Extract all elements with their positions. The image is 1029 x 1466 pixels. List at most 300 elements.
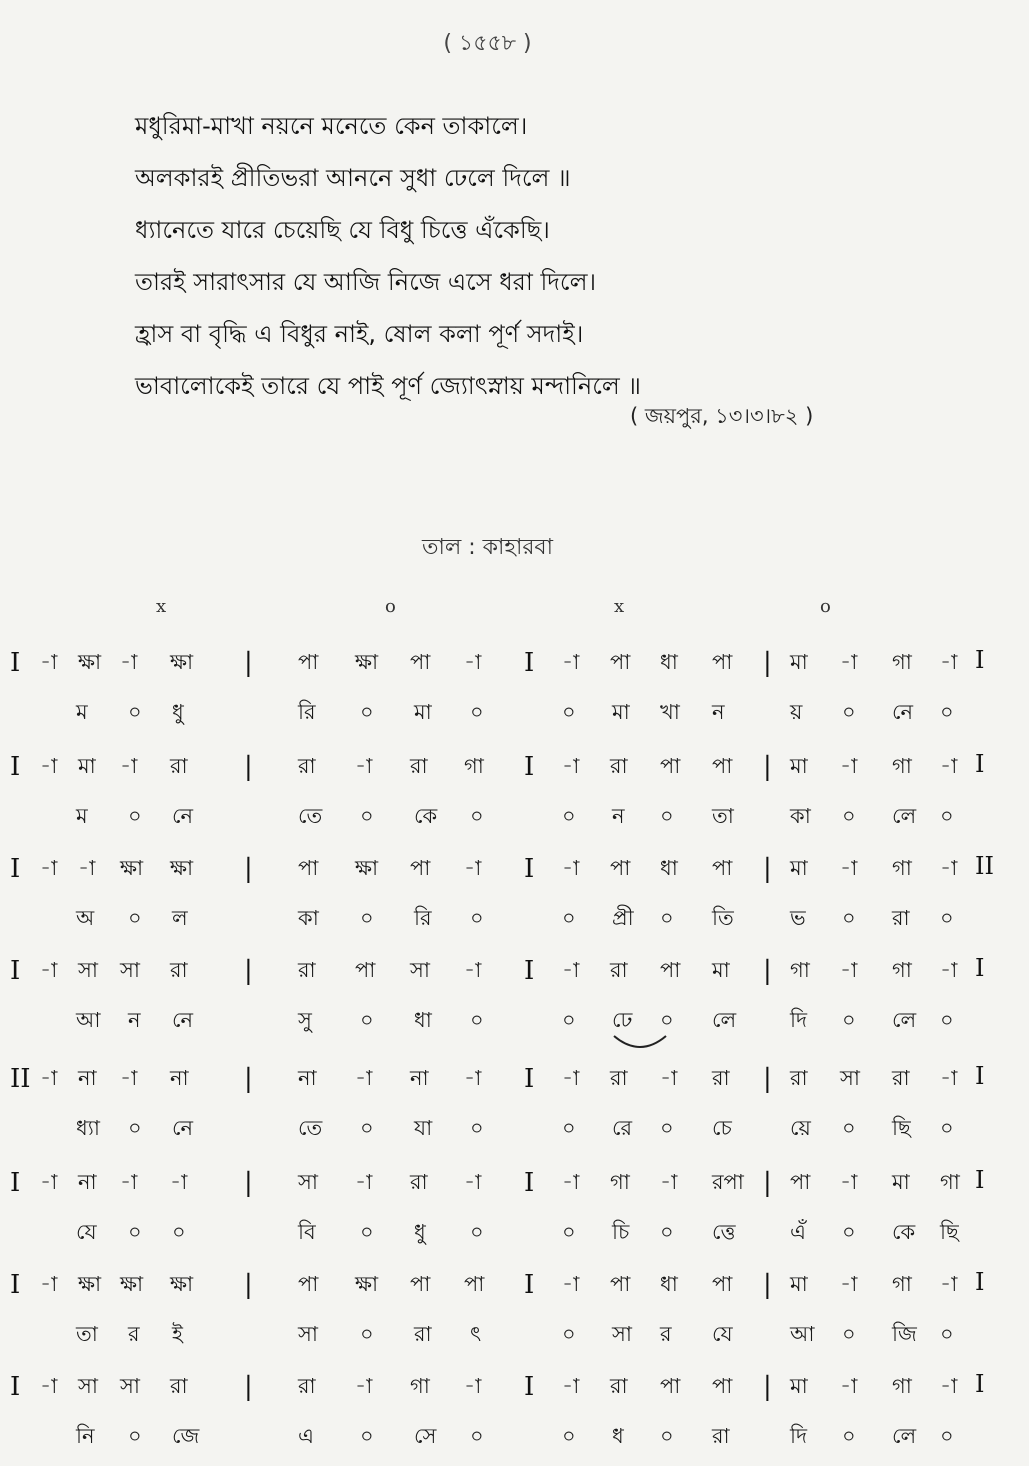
swara-note: -া	[170, 1170, 188, 1194]
lyric-syllable: ০	[562, 1424, 576, 1448]
lyric-syllable: ০	[128, 1116, 142, 1140]
swara-note: -া	[40, 856, 58, 880]
lyric-syllable: ত্তে	[712, 1220, 736, 1244]
swara-note: ধা	[660, 650, 678, 674]
lyric-syllable: অ	[76, 906, 95, 930]
lyric-syllable: নে	[172, 1008, 194, 1032]
swara-note: না	[78, 1066, 97, 1090]
lyric-syllable: লে	[712, 1008, 737, 1032]
lyric-syllable: জে	[172, 1424, 200, 1448]
swara-note: ক্ষা	[170, 650, 194, 674]
lyric-syllable: ০	[470, 804, 484, 828]
swara-note: সা	[410, 958, 430, 982]
swara-note: -া	[355, 1170, 373, 1194]
measure-bar: I	[524, 1168, 535, 1198]
lyric-syllable: সে	[414, 1424, 437, 1448]
lyric-syllable: তে	[298, 804, 323, 828]
swara-note: -া	[940, 1272, 958, 1296]
lyric-syllable: ০	[842, 1322, 856, 1346]
lyric-syllable: ০	[940, 1008, 954, 1032]
swara-note: রা	[170, 754, 188, 778]
swara-note: পা	[712, 1374, 733, 1398]
beat-marker-khali: o	[385, 596, 396, 617]
swara-note: গা	[892, 856, 912, 880]
swara-note: -া	[840, 958, 858, 982]
swara-note: সা	[120, 1374, 140, 1398]
row-end-bar: I	[975, 1370, 985, 1398]
lyric-syllable: ০	[940, 1322, 954, 1346]
swara-note: -া	[840, 1272, 858, 1296]
swara-note: পা	[298, 650, 319, 674]
measure-bar: |	[244, 1168, 253, 1198]
swara-note: রা	[610, 1066, 628, 1090]
measure-bar: I	[524, 648, 535, 678]
lyric-syllable: দি	[790, 1008, 808, 1032]
swara-note: পা	[712, 856, 733, 880]
lyric-syllable: রা	[712, 1424, 730, 1448]
lyric-syllable: ০	[172, 1220, 186, 1244]
row-end-bar: II	[975, 852, 994, 880]
swara-note: গা	[892, 650, 912, 674]
slur-mark	[610, 1032, 670, 1054]
lyric-syllable: ০	[360, 1322, 374, 1346]
swara-note: মা	[790, 1374, 808, 1398]
poem-line: অলকারই প্রীতিভরা আননে সুধা ঢেলে দিলে ॥	[135, 164, 571, 192]
swara-note: পা	[610, 856, 631, 880]
measure-bar: I	[524, 1064, 535, 1094]
lyric-syllable: ভ	[790, 906, 806, 930]
swara-note: সা	[298, 1170, 318, 1194]
swara-note: গা	[892, 1272, 912, 1296]
lyric-syllable: ম	[76, 804, 88, 828]
lyric-syllable: লে	[892, 1424, 917, 1448]
swara-note: রা	[298, 958, 316, 982]
swara-note: মা	[790, 650, 808, 674]
lyric-syllable: দি	[790, 1424, 808, 1448]
swara-note: -া	[40, 754, 58, 778]
row-start-bar: I	[10, 854, 21, 884]
lyric-syllable: এ	[298, 1424, 314, 1448]
swara-note: রা	[790, 1066, 808, 1090]
swara-note: -া	[40, 1272, 58, 1296]
lyric-syllable: ০	[842, 1220, 856, 1244]
swara-note: ক্ষা	[170, 856, 194, 880]
swara-note: -া	[940, 958, 958, 982]
measure-bar: |	[244, 1064, 253, 1094]
measure-bar: |	[763, 854, 772, 884]
swara-note: গা	[892, 958, 912, 982]
swara-note: মা	[78, 754, 96, 778]
row-start-bar: II	[10, 1064, 31, 1094]
swara-note: রা	[610, 1374, 628, 1398]
measure-bar: |	[244, 956, 253, 986]
swara-note: ক্ষা	[120, 856, 144, 880]
lyric-syllable: ০	[660, 1424, 674, 1448]
swara-note: রা	[892, 1066, 910, 1090]
lyric-syllable: রি	[298, 700, 316, 724]
poem-line: তারই সারাৎসার যে আজি নিজে এসে ধরা দিলে।	[135, 268, 597, 296]
lyric-syllable: ০	[128, 700, 142, 724]
swara-note: সা	[840, 1066, 860, 1090]
lyric-syllable: ০	[562, 1116, 576, 1140]
lyric-syllable: ০	[562, 804, 576, 828]
lyric-syllable: এঁ	[790, 1220, 806, 1244]
row-end-bar: I	[975, 646, 985, 674]
swara-note: পা	[712, 1272, 733, 1296]
lyric-syllable: লে	[892, 1008, 917, 1032]
swara-note: ক্ষা	[78, 1272, 102, 1296]
swara-note: -া	[840, 1374, 858, 1398]
poem-line: ভাবালোকেই তারে যে পাই পূর্ণ জ্যোৎস্নায় মন্দানিলে ॥	[135, 372, 641, 400]
swara-note: -া	[120, 650, 138, 674]
lyric-syllable: যে	[76, 1220, 97, 1244]
swara-note: -া	[40, 1170, 58, 1194]
swara-note: ক্ষা	[355, 856, 379, 880]
swara-note: ক্ষা	[355, 650, 379, 674]
lyric-syllable: রে	[612, 1116, 633, 1140]
lyric-syllable: সা	[298, 1322, 318, 1346]
swara-note: রা	[170, 1374, 188, 1398]
swara-note: পা	[610, 1272, 631, 1296]
lyric-syllable: ০	[470, 1424, 484, 1448]
swara-note: গা	[940, 1170, 960, 1194]
lyric-syllable: ০	[660, 1220, 674, 1244]
swara-note: -া	[355, 1066, 373, 1090]
swara-note: পা	[660, 754, 681, 778]
swara-note: -া	[562, 1066, 580, 1090]
swara-note: গা	[892, 1374, 912, 1398]
lyric-syllable: বি	[298, 1220, 316, 1244]
lyric-syllable: তা	[712, 804, 734, 828]
swara-note: -া	[562, 754, 580, 778]
lyric-syllable: ছি	[940, 1220, 959, 1244]
swara-note: সা	[120, 958, 140, 982]
lyric-syllable: তে	[298, 1116, 323, 1140]
swara-note: পা	[298, 856, 319, 880]
swara-note: পা	[790, 1170, 811, 1194]
swara-note: -া	[464, 856, 482, 880]
beat-marker-tali: x	[614, 596, 625, 617]
row-start-bar: I	[10, 1270, 21, 1300]
measure-bar: |	[244, 854, 253, 884]
swara-note: -া	[562, 1374, 580, 1398]
lyric-syllable: ০	[360, 1116, 374, 1140]
swara-note: -া	[840, 1170, 858, 1194]
measure-bar: |	[763, 956, 772, 986]
beat-marker-khali: o	[820, 596, 831, 617]
swara-note: ক্ষা	[355, 1272, 379, 1296]
swara-note: গা	[892, 754, 912, 778]
row-end-bar: I	[975, 750, 985, 778]
lyric-syllable: ন	[612, 804, 625, 828]
lyric-syllable: ০	[562, 700, 576, 724]
lyric-syllable: ০	[660, 1008, 674, 1032]
lyric-syllable: ধু	[414, 1220, 426, 1244]
lyric-syllable: যে	[712, 1322, 733, 1346]
lyric-syllable: নি	[76, 1424, 95, 1448]
swara-note: -া	[562, 958, 580, 982]
lyric-syllable: ০	[128, 1220, 142, 1244]
lyric-syllable: কে	[892, 1220, 916, 1244]
measure-bar: I	[524, 956, 535, 986]
swara-note: -া	[660, 1066, 678, 1090]
lyric-syllable: ০	[562, 1008, 576, 1032]
swara-note: মা	[712, 958, 730, 982]
lyric-syllable: ধ	[612, 1424, 624, 1448]
swara-note: গা	[464, 754, 484, 778]
lyric-syllable: চে	[712, 1116, 732, 1140]
swara-note: রা	[610, 754, 628, 778]
swara-note: পা	[355, 958, 376, 982]
swara-note: পা	[464, 1272, 485, 1296]
lyric-syllable: র	[660, 1322, 672, 1346]
lyric-syllable: ০	[660, 906, 674, 930]
swara-note: না	[78, 1170, 97, 1194]
lyric-syllable: ০	[940, 1424, 954, 1448]
lyric-syllable: ০	[360, 1220, 374, 1244]
swara-note: সা	[78, 1374, 98, 1398]
lyric-syllable: ০	[360, 906, 374, 930]
row-start-bar: I	[10, 752, 21, 782]
swara-note: ক্ষা	[78, 650, 102, 674]
swara-note: ক্ষা	[170, 1272, 194, 1296]
lyric-syllable: আ	[76, 1008, 101, 1032]
lyric-syllable: প্রী	[612, 906, 634, 930]
measure-bar: |	[244, 1270, 253, 1300]
lyric-syllable: ধ্যা	[76, 1116, 100, 1140]
swara-note: -া	[464, 650, 482, 674]
lyric-syllable: ন	[712, 700, 725, 724]
swara-note: -া	[940, 1374, 958, 1398]
swara-note: ক্ষা	[120, 1272, 144, 1296]
lyric-syllable: জি	[892, 1322, 917, 1346]
lyric-syllable: ০	[128, 1424, 142, 1448]
swara-note: -া	[660, 1170, 678, 1194]
swara-note: -া	[940, 1066, 958, 1090]
swara-note: পা	[610, 650, 631, 674]
row-end-bar: I	[975, 1268, 985, 1296]
poem-line: ধ্যানেতে যারে চেয়েছি যে বিধু চিত্তে এঁকেছি।	[135, 216, 550, 244]
swara-note: রা	[298, 1374, 316, 1398]
lyric-syllable: ০	[360, 1424, 374, 1448]
swara-note: -া	[120, 1170, 138, 1194]
swara-note: -া	[840, 754, 858, 778]
swara-note: -া	[562, 650, 580, 674]
measure-bar: I	[524, 854, 535, 884]
lyric-syllable: ০	[470, 1220, 484, 1244]
lyric-syllable: র	[128, 1322, 140, 1346]
swara-note: পা	[712, 650, 733, 674]
swara-note: -া	[355, 754, 373, 778]
lyric-syllable: ০	[562, 906, 576, 930]
beat-marker-tali: x	[156, 596, 167, 617]
lyric-syllable: তি	[712, 906, 734, 930]
row-end-bar: I	[975, 1166, 985, 1194]
page-number: ( ১৫৫৮ )	[443, 31, 532, 56]
lyric-syllable: ০	[470, 1008, 484, 1032]
measure-bar: I	[524, 1270, 535, 1300]
lyric-syllable: সা	[612, 1322, 632, 1346]
swara-note: -া	[940, 856, 958, 880]
lyric-syllable: কে	[414, 804, 438, 828]
lyric-syllable: ০	[940, 906, 954, 930]
lyric-syllable: মা	[414, 700, 432, 724]
row-start-bar: I	[10, 1372, 21, 1402]
swara-note: পা	[660, 1374, 681, 1398]
lyric-syllable: ০	[842, 804, 856, 828]
swara-note: -া	[120, 1066, 138, 1090]
lyric-syllable: আ	[790, 1322, 815, 1346]
swara-note: -া	[464, 958, 482, 982]
measure-bar: |	[763, 648, 772, 678]
lyric-syllable: ০	[842, 1424, 856, 1448]
lyric-syllable: নে	[172, 1116, 194, 1140]
lyric-syllable: ০	[470, 700, 484, 724]
lyric-syllable: ০	[562, 1322, 576, 1346]
lyric-syllable: চি	[612, 1220, 630, 1244]
lyric-syllable: ধা	[414, 1008, 432, 1032]
lyric-syllable: মা	[612, 700, 630, 724]
swara-note: -া	[355, 1374, 373, 1398]
lyric-syllable: রা	[892, 906, 910, 930]
swara-note: -া	[40, 958, 58, 982]
lyric-syllable: ০	[128, 906, 142, 930]
lyric-syllable: ০	[562, 1220, 576, 1244]
swara-note: রপা	[712, 1170, 744, 1194]
lyric-syllable: ০	[842, 1008, 856, 1032]
measure-bar: |	[763, 752, 772, 782]
lyric-syllable: খা	[660, 700, 680, 724]
measure-bar: |	[244, 648, 253, 678]
poem-line: মধুরিমা-মাখা নয়নে মনেতে কেন তাকালে।	[135, 112, 528, 140]
lyric-syllable: কা	[790, 804, 811, 828]
swara-note: -া	[120, 754, 138, 778]
measure-bar: I	[524, 1372, 535, 1402]
swara-note: মা	[892, 1170, 910, 1194]
lyric-syllable: ০	[842, 906, 856, 930]
swara-note: পা	[410, 1272, 431, 1296]
lyric-syllable: ০	[660, 804, 674, 828]
lyric-syllable: রা	[414, 1322, 432, 1346]
lyric-syllable: ০	[360, 700, 374, 724]
swara-note: -া	[464, 1374, 482, 1398]
lyric-syllable: য়	[790, 700, 803, 724]
swara-note: -া	[464, 1170, 482, 1194]
lyric-syllable: ০	[940, 804, 954, 828]
swara-note: গা	[610, 1170, 630, 1194]
swara-note: ধা	[660, 856, 678, 880]
measure-bar: |	[244, 1372, 253, 1402]
lyric-syllable: কা	[298, 906, 319, 930]
measure-bar: |	[763, 1270, 772, 1300]
row-end-bar: I	[975, 954, 985, 982]
measure-bar: |	[244, 752, 253, 782]
swara-note: রা	[410, 754, 428, 778]
swara-note: রা	[712, 1066, 730, 1090]
row-start-bar: I	[10, 1168, 21, 1198]
lyric-syllable: ধু	[172, 700, 184, 724]
swara-note: পা	[410, 650, 431, 674]
lyric-syllable: যা	[414, 1116, 433, 1140]
lyric-syllable: ০	[360, 1008, 374, 1032]
measure-bar: |	[763, 1168, 772, 1198]
lyric-syllable: ম	[76, 700, 88, 724]
tala-title: তাল : কাহারবা	[421, 535, 554, 560]
lyric-syllable: ০	[128, 804, 142, 828]
swara-note: গা	[790, 958, 810, 982]
lyric-syllable: ০	[940, 1116, 954, 1140]
swara-note: মা	[790, 754, 808, 778]
swara-note: রা	[610, 958, 628, 982]
swara-note: পা	[298, 1272, 319, 1296]
measure-bar: |	[763, 1372, 772, 1402]
swara-note: গা	[410, 1374, 430, 1398]
lyric-syllable: রি	[414, 906, 432, 930]
swara-note: পা	[712, 754, 733, 778]
swara-note: না	[410, 1066, 429, 1090]
swara-note: না	[298, 1066, 317, 1090]
swara-note: সা	[78, 958, 98, 982]
row-start-bar: I	[10, 956, 21, 986]
poem-attribution: ( জয়পুর, ১৩।৩।৮২ )	[630, 404, 814, 428]
lyric-syllable: ০	[842, 1116, 856, 1140]
swara-note: -া	[840, 650, 858, 674]
swara-note: -া	[940, 650, 958, 674]
swara-note: -া	[464, 1066, 482, 1090]
swara-note: -া	[562, 856, 580, 880]
swara-note: -া	[562, 1272, 580, 1296]
lyric-syllable: ০	[940, 700, 954, 724]
poem-line: হ্রাস বা বৃদ্ধি এ বিধুর নাই, ষোল কলা পূর্ণ সদাই।	[135, 320, 584, 348]
lyric-syllable: সু	[298, 1008, 312, 1032]
swara-note: না	[170, 1066, 189, 1090]
lyric-syllable: নে	[892, 700, 914, 724]
measure-bar: |	[763, 1064, 772, 1094]
swara-note: -া	[40, 650, 58, 674]
swara-note: -া	[40, 1066, 58, 1090]
swara-note: রা	[410, 1170, 428, 1194]
lyric-syllable: ঢে	[612, 1008, 633, 1032]
lyric-syllable: তা	[76, 1322, 98, 1346]
swara-note: -া	[78, 856, 96, 880]
swara-note: পা	[410, 856, 431, 880]
swara-note: -া	[840, 856, 858, 880]
row-start-bar: I	[10, 648, 21, 678]
lyric-syllable: ল	[172, 906, 188, 930]
lyric-syllable: ০	[660, 1116, 674, 1140]
lyric-syllable: ০	[470, 1116, 484, 1140]
lyric-syllable: ই	[172, 1322, 183, 1346]
lyric-syllable: য়ে	[790, 1116, 811, 1140]
swara-note: মা	[790, 856, 808, 880]
swara-note: ধা	[660, 1272, 678, 1296]
lyric-syllable: লে	[892, 804, 917, 828]
swara-note: -া	[940, 754, 958, 778]
swara-note: পা	[660, 958, 681, 982]
lyric-syllable: ০	[360, 804, 374, 828]
swara-note: -া	[562, 1170, 580, 1194]
swara-note: রা	[170, 958, 188, 982]
swara-note: মা	[790, 1272, 808, 1296]
lyric-syllable: ছি	[892, 1116, 911, 1140]
measure-bar: I	[524, 752, 535, 782]
swara-note: -া	[40, 1374, 58, 1398]
lyric-syllable: ৎ	[470, 1322, 482, 1346]
swara-note: রা	[298, 754, 316, 778]
lyric-syllable: নে	[172, 804, 194, 828]
lyric-syllable: ০	[842, 700, 856, 724]
lyric-syllable: ন	[128, 1008, 141, 1032]
